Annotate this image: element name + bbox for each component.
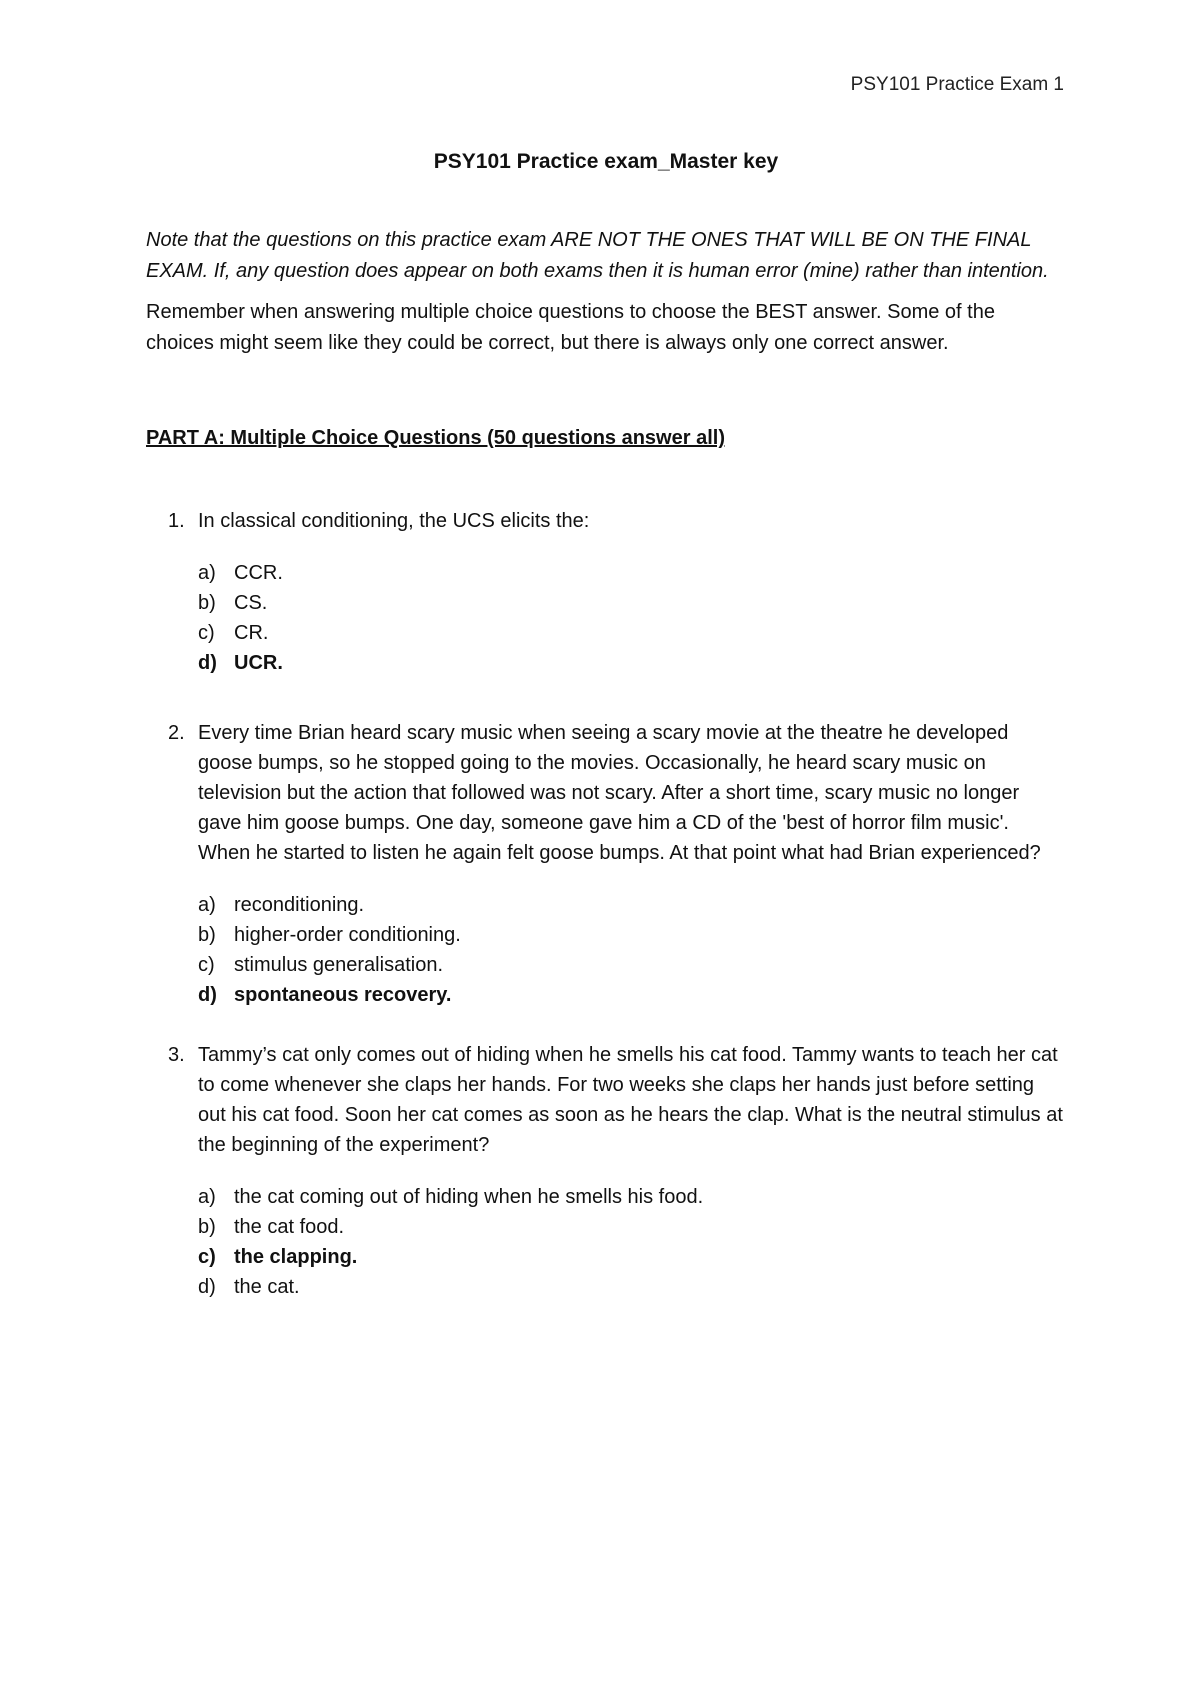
option-text: spontaneous recovery. [234, 984, 452, 1007]
question-3 [146, 1040, 1066, 1302]
answer-option [198, 950, 1066, 980]
correct-answer-option [198, 648, 1066, 678]
option-letter: d) [198, 1276, 216, 1299]
question-number: 3. [168, 1044, 185, 1067]
document-content [146, 148, 1066, 1342]
answer-options [198, 558, 1066, 678]
instructions-paragraph: Remember when answering multiple choice questions to choose the BEST answer. Some of the choices might seem like they could be correct, but there is always only one correct answer. [146, 301, 995, 355]
question-text: In classical conditioning, the UCS elicits the: [198, 510, 590, 533]
answer-options [198, 1182, 1066, 1302]
option-text: stimulus generalisation. [234, 954, 443, 977]
option-letter: d) [198, 984, 217, 1007]
question-number: 2. [168, 722, 185, 745]
option-text: UCR. [234, 652, 283, 675]
running-header: PSY101 Practice Exam 1 [850, 74, 1064, 95]
question-2 [146, 718, 1066, 1010]
option-letter: c) [198, 622, 215, 645]
option-letter: b) [198, 1216, 216, 1239]
option-letter: c) [198, 954, 215, 977]
answer-option [198, 920, 1066, 950]
option-letter: b) [198, 592, 216, 615]
option-letter: a) [198, 1186, 216, 1209]
option-text: CCR. [234, 562, 283, 585]
answer-option [198, 1272, 1066, 1302]
part-a-heading: PART A: Multiple Choice Questions (50 questions answer all) [146, 427, 725, 450]
answer-option [198, 588, 1066, 618]
option-letter: c) [198, 1246, 216, 1269]
question-1 [146, 506, 1066, 678]
disclaimer-note: Note that the questions on this practice exam ARE NOT THE ONES THAT WILL BE ON THE FINAL EXAM. If, any question does appear on both exams then it is human error (mine) rather than intention. [146, 229, 1049, 283]
option-text: CR. [234, 622, 269, 645]
question-text: Tammy’s cat only comes out of hiding when he smells his cat food. Tammy wants to teach her cat to come whenever she claps her hands. For two weeks she claps her hands just before setting out his cat food. Soon her cat comes as soon as he hears the clap. What is the neutral stimulus at the beginning of the experiment? [198, 1044, 1063, 1157]
option-text: higher-order conditioning. [234, 924, 461, 947]
answer-option [198, 890, 1066, 920]
option-letter: d) [198, 652, 217, 675]
option-letter: a) [198, 894, 216, 917]
option-text: the cat food. [234, 1216, 345, 1239]
option-text: CS. [234, 592, 268, 615]
answer-option [198, 618, 1066, 648]
answer-options [198, 890, 1066, 1010]
option-text: the cat. [234, 1276, 300, 1299]
question-number: 1. [168, 510, 185, 533]
document-title: PSY101 Practice exam_Master key [433, 150, 779, 173]
correct-answer-option [198, 1242, 1066, 1272]
correct-answer-option [198, 980, 1066, 1010]
option-text: reconditioning. [234, 894, 365, 917]
option-letter: a) [198, 562, 216, 585]
question-text: Every time Brian heard scary music when seeing a scary movie at the theatre he developed goose bumps, so he stopped going to the movies. Occasionally, he heard scary music on television but the action that followed was not scary. After a short time, scary music no longer gave him goose bumps. One day, someone gave him a CD of the 'best of horror film music'. When he started to listen he again felt goose bumps. At that point what had Brian experienced? [198, 722, 1041, 865]
answer-option [198, 1212, 1066, 1242]
option-letter: b) [198, 924, 216, 947]
answer-option [198, 558, 1066, 588]
option-text: the clapping. [234, 1246, 358, 1269]
option-text: the cat coming out of hiding when he smells his food. [234, 1186, 704, 1209]
answer-option [198, 1182, 1066, 1212]
